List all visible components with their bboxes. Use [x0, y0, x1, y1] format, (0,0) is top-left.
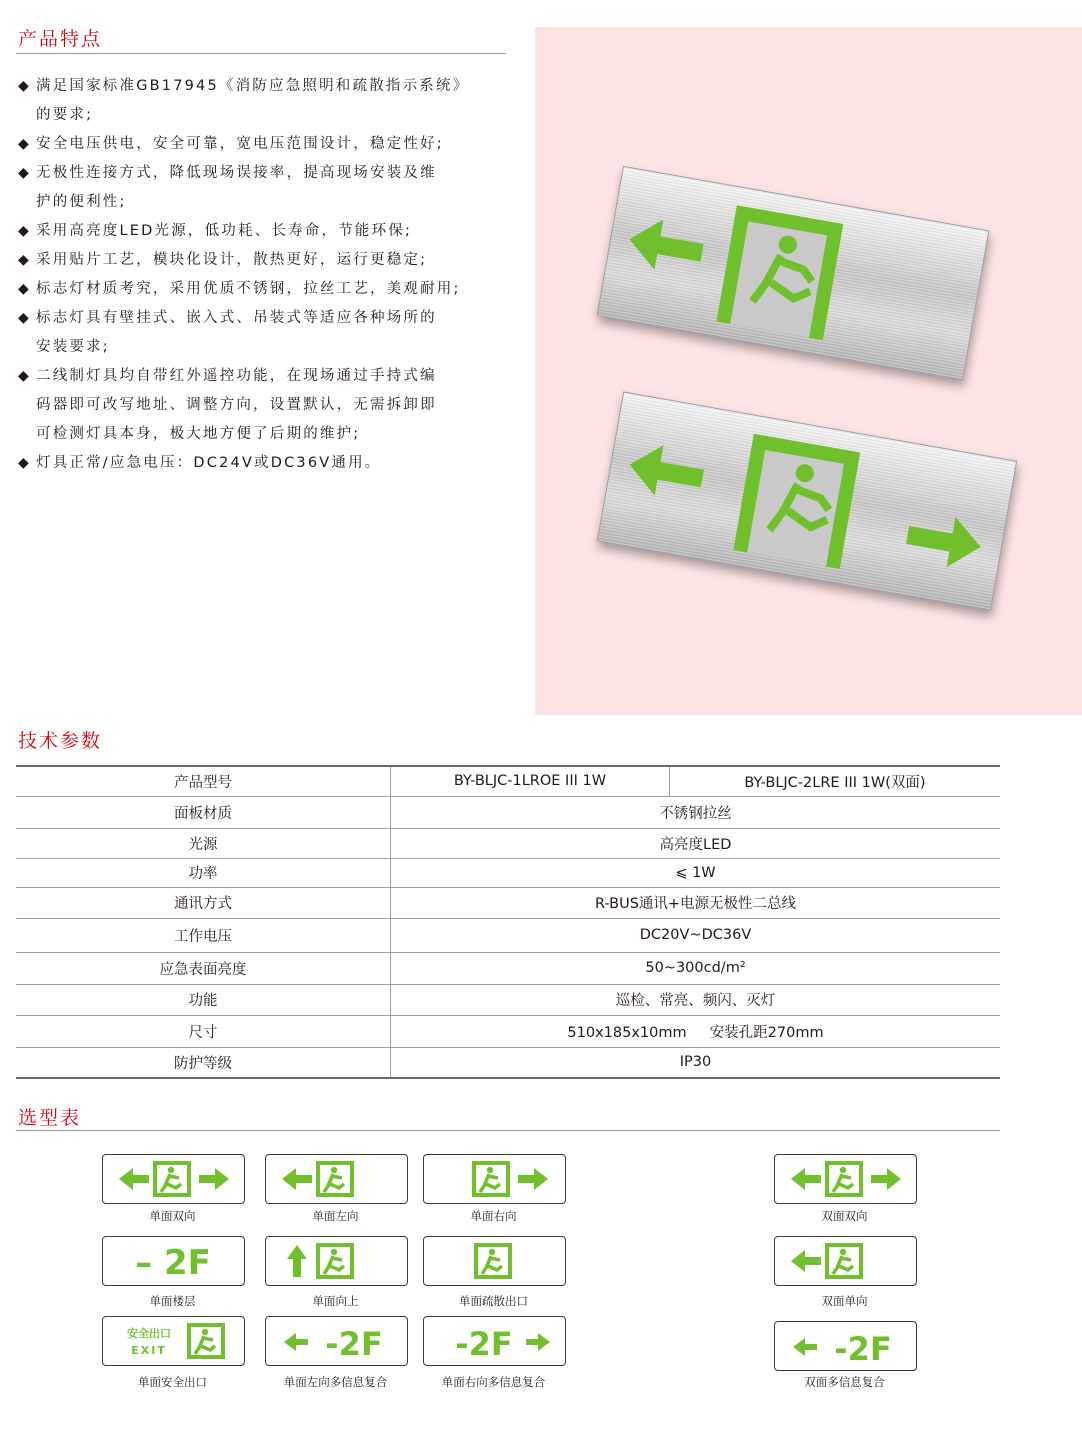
- bullet-diamond-icon: ◆: [18, 252, 31, 268]
- feature-text: 安装要求;: [36, 339, 110, 355]
- sign-card-safety-exit: [102, 1316, 245, 1366]
- feature-text: 的要求;: [36, 107, 94, 123]
- spec-label: 应急表面亮度: [16, 952, 391, 984]
- bullet-diamond-icon: ◆: [18, 281, 31, 297]
- spec-value: R-BUS通讯+电源无极性二总线: [391, 887, 1001, 918]
- bullet-diamond-icon: ◆: [18, 223, 31, 239]
- bullet-diamond-icon: ◆: [18, 310, 31, 326]
- spec-label: 尺寸: [16, 1015, 391, 1047]
- exit-sign-both-arrows-icon: [103, 1155, 244, 1203]
- spec-label: 通讯方式: [16, 887, 391, 918]
- sign-card-double-multi-info: [774, 1321, 917, 1371]
- feature-item: [18, 362, 498, 449]
- selection-title: 选型表: [18, 1107, 82, 1129]
- floor-sign-icon: [103, 1237, 244, 1285]
- sign-card-label: 单面疏散出口: [459, 1294, 528, 1308]
- table-row: [16, 952, 1000, 984]
- sign-card-label: 单面向上: [312, 1294, 359, 1308]
- sign-card-label: 双面双向: [821, 1209, 868, 1223]
- product-photo-double-sign: [597, 391, 1017, 610]
- feature-item: [18, 304, 498, 362]
- features-title: 产品特点: [18, 28, 103, 50]
- feature-text: 无极性连接方式，降低现场误接率，提高现场安装及维: [36, 165, 437, 181]
- table-row: [16, 766, 1000, 796]
- exit-sign-left-arrow-icon: [266, 1155, 407, 1203]
- table-row: [16, 984, 1000, 1015]
- product-photo-panel: [535, 27, 1082, 715]
- sign-card-double-double-direction: [774, 1154, 917, 1204]
- selection-divider: [16, 1130, 1000, 1131]
- bullet-diamond-icon: ◆: [18, 368, 31, 384]
- bullet-diamond-icon: ◆: [18, 455, 31, 471]
- sign-card-double-single-direction: [774, 1236, 917, 1286]
- exit-sign-both-arrows-icon: [775, 1155, 916, 1203]
- bullet-diamond-icon: ◆: [18, 78, 31, 94]
- spec-value: IP30: [391, 1047, 1001, 1078]
- table-row: [16, 1047, 1000, 1078]
- feature-text: 安全电压供电，安全可靠，宽电压范围设计，稳定性好;: [36, 136, 444, 152]
- safety-exit-cn-text: 安全出口: [127, 1327, 171, 1340]
- spec-value: 高亮度LED: [391, 828, 1001, 858]
- exit-sign-right-arrow-icon: [424, 1155, 565, 1203]
- spec-label: 产品型号: [16, 766, 391, 796]
- sign-card-single-left: [265, 1154, 408, 1204]
- spec-value: 50~300cd/m²: [391, 952, 1001, 984]
- sign-card-label: 单面双向: [149, 1209, 196, 1223]
- floor-sign-text: – 2F: [135, 1243, 211, 1283]
- feature-text: 标志灯具有壁挂式、嵌入式、吊装式等适应各种场所的: [36, 310, 437, 326]
- exit-sign-up-arrow-icon: [266, 1237, 407, 1285]
- feature-text: 采用高亮度LED光源，低功耗、长寿命，节能环保;: [36, 223, 413, 239]
- safety-exit-sign-icon: [103, 1317, 244, 1365]
- table-row: [16, 918, 1000, 952]
- table-row: [16, 796, 1000, 828]
- exit-sign-icon: [424, 1237, 565, 1285]
- sign-card-single-right: [423, 1154, 566, 1204]
- feature-text: 采用贴片工艺，模块化设计，散热更好，运行更稳定;: [36, 252, 428, 268]
- product-photo-single-sign: [597, 166, 990, 380]
- bullet-diamond-icon: ◆: [18, 136, 31, 152]
- sign-card-label: 单面安全出口: [138, 1375, 207, 1389]
- exit-sign-double-icon: [598, 393, 1016, 610]
- exit-sign-left-arrow-icon: [775, 1237, 916, 1285]
- spec-value: 巡检、常亮、频闪、灭灯: [391, 984, 1001, 1015]
- feature-item: [18, 159, 498, 217]
- spec-value: 510x185x10mm 安装孔距270mm: [391, 1015, 1001, 1047]
- sign-card-single-double-direction: [102, 1154, 245, 1204]
- table-row: [16, 1015, 1000, 1047]
- floor-left-arrow-icon: [775, 1322, 916, 1370]
- sign-card-single-right-multi-info: [423, 1316, 566, 1366]
- feature-text: 二线制灯具均自带红外遥控功能，在现场通过手持式编: [36, 368, 437, 384]
- features-divider: [16, 53, 506, 54]
- spec-model-2: BY-BLJC-2LRE III 1W(双面): [669, 766, 1000, 796]
- sign-card-single-up: [265, 1236, 408, 1286]
- sign-card-label: 单面楼层: [149, 1294, 196, 1308]
- feature-item: [18, 130, 498, 159]
- sign-card-label: 单面左向: [312, 1209, 359, 1223]
- feature-item: [18, 449, 498, 478]
- feature-text: 可检测灯具本身，极大地方便了后期的维护;: [36, 426, 361, 442]
- spec-label: 光源: [16, 828, 391, 858]
- feature-item: [18, 275, 498, 304]
- feature-item: [18, 72, 498, 130]
- sign-card-label: 单面左向多信息复合: [283, 1375, 388, 1389]
- sign-card-label: 双面单向: [821, 1294, 868, 1308]
- floor-left-arrow-icon: [266, 1317, 407, 1365]
- table-row: [16, 858, 1000, 887]
- table-row: [16, 828, 1000, 858]
- sign-card-label: 单面右向多信息复合: [441, 1375, 546, 1389]
- spec-label: 工作电压: [16, 918, 391, 952]
- feature-text: 灯具正常/应急电压：DC24V或DC36V通用。: [36, 455, 382, 471]
- table-row: [16, 887, 1000, 918]
- spec-label: 功能: [16, 984, 391, 1015]
- exit-sign-left-icon: [598, 167, 988, 379]
- safety-exit-en-text: EXIT: [131, 1344, 167, 1357]
- spec-title: 技术参数: [18, 730, 103, 752]
- sign-card-single-left-multi-info: [265, 1316, 408, 1366]
- floor-right-arrow-icon: [424, 1317, 565, 1365]
- feature-item: [18, 246, 498, 275]
- floor-sign-text: -2F: [325, 1325, 383, 1363]
- feature-item: [18, 217, 498, 246]
- sign-card-label: 双面多信息复合: [804, 1375, 885, 1389]
- spec-label: 防护等级: [16, 1047, 391, 1078]
- sign-card-label: 单面右向: [470, 1209, 517, 1223]
- spec-table: [16, 765, 1000, 1079]
- floor-sign-text: -2F: [455, 1325, 513, 1363]
- floor-sign-text: -2F: [834, 1330, 892, 1368]
- spec-model-1: BY-BLJC-1LROE III 1W: [391, 766, 670, 796]
- features-list: [18, 72, 498, 478]
- spec-value: DC20V~DC36V: [391, 918, 1001, 952]
- feature-text: 护的便利性;: [36, 194, 127, 210]
- spec-value: ⩽ 1W: [391, 858, 1001, 887]
- feature-text: 码器即可改写地址、调整方向，设置默认，无需拆卸即: [36, 397, 437, 413]
- sign-card-single-floor: [102, 1236, 245, 1286]
- feature-text: 标志灯材质考究，采用优质不锈钢，拉丝工艺，美观耐用;: [36, 281, 461, 297]
- spec-value: 不锈钢拉丝: [391, 796, 1001, 828]
- spec-label: 功率: [16, 858, 391, 887]
- feature-text: 满足国家标准GB17945《消防应急照明和疏散指示系统》: [36, 78, 470, 94]
- spec-label: 面板材质: [16, 796, 391, 828]
- sign-card-single-exit: [423, 1236, 566, 1286]
- bullet-diamond-icon: ◆: [18, 165, 31, 181]
